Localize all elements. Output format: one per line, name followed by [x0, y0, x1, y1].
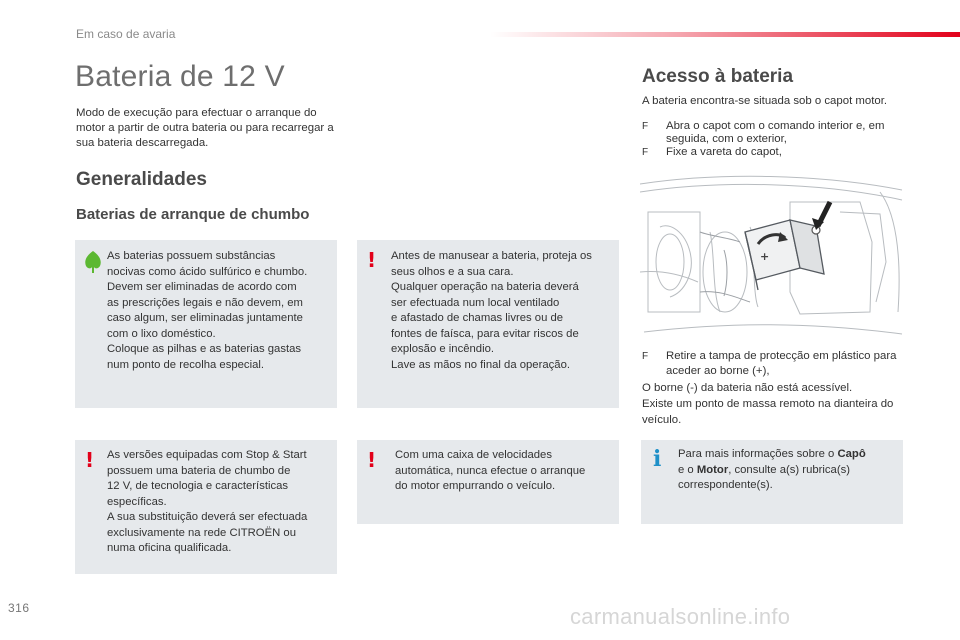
heading-generalidades: Generalidades: [76, 169, 207, 190]
note-negative-terminal: O borne (-) da bateria não está acessível.: [642, 382, 853, 394]
svg-text:+: +: [760, 250, 770, 263]
info-link-motor: Motor: [696, 463, 729, 476]
note-ground-point: Existe um ponto de massa remoto na dianteira do veículo.: [642, 398, 894, 426]
bullet-marker: F: [642, 147, 649, 158]
warning-gearbox-text: Com uma caixa de velocidades automática, nunca efectue o arranque do motor empurrando o veículo.: [395, 449, 586, 492]
warning-box-gearbox: [357, 440, 619, 524]
step-fix-rod-text: Fixe a vareta do capot,: [666, 146, 782, 158]
warning-exclamation-icon: !: [367, 248, 377, 272]
warning-box-protection: [357, 240, 619, 408]
info-box-more-info: [641, 440, 903, 524]
step-open-bonnet-text: Abra o capot com o comando interior e, em seguida, com o exterior,: [666, 120, 885, 145]
page-title: Bateria de 12 V: [75, 60, 285, 93]
heading-acesso-bateria: Acesso à bateria: [642, 66, 794, 87]
step-remove-cover: [642, 349, 907, 379]
info-prefix: Para mais informações sobre o: [678, 448, 838, 460]
eco-info-box: [75, 240, 337, 408]
intro-text: Modo de execução para efectuar o arranque do motor a partir de outra bateria ou para recarregar a sua bateria descarregada.: [76, 107, 334, 149]
info-box-text: [678, 447, 896, 494]
step-fix-rod: [642, 146, 907, 159]
info-icon: i: [653, 446, 662, 472]
bullet-marker: F: [642, 121, 649, 132]
warning-protection-text: Antes de manusear a bateria, proteja os seus olhos e a sua cara. Qualquer operação na bateria deverá ser efectuada num local ventilado e afastado de chamas livres ou de fontes de faísca, para evitar riscos de explosão e incêndio. Lave as mãos no final da operação.: [391, 250, 592, 371]
warning-exclamation-icon: !: [367, 448, 377, 472]
warning-exclamation-icon: !: [85, 448, 95, 472]
subheading-lead-batteries: Baterias de arranque de chumbo: [76, 206, 310, 223]
header-accent-bar: [490, 32, 960, 37]
acesso-intro: A bateria encontra-se situada sob o capot motor.: [642, 95, 888, 107]
info-link-capo: Capô: [837, 448, 866, 460]
step-remove-cover-text: Retire a tampa de protecção em plástico para aceder ao borne (+),: [666, 350, 897, 377]
bullet-marker: F: [642, 351, 649, 362]
warning-stop-start-text: As versões equipadas com Stop & Start possuem uma bateria de chumbo de 12 V, de tecnologia e características específicas. A sua substituição deverá ser efectuada exclusivamente na rede CITROËN ou numa oficina qualificada.: [107, 449, 308, 554]
eco-box-text: As baterias possuem substâncias nocivas como ácido sulfúrico e chumbo. Devem ser eliminadas de acordo com as prescrições legais e não devem, em caso algum, ser eliminadas juntamente com o lixo doméstico. Coloque as pilhas e as baterias gastas num ponto de recolha especial.: [107, 250, 308, 371]
info-suffix: , consulte a(s) rubrica(s) correspondente(s).: [678, 463, 851, 491]
warning-box-stop-start: [75, 440, 337, 574]
section-header: Em caso de avaria: [76, 27, 176, 41]
engine-bay-illustration: [640, 172, 905, 344]
info-mid: e o: [678, 463, 697, 476]
watermark: carmanualsonline.info: [570, 604, 791, 629]
step-open-bonnet: [642, 120, 907, 146]
leaf-icon: [83, 250, 103, 274]
page-number: 316: [8, 601, 30, 615]
